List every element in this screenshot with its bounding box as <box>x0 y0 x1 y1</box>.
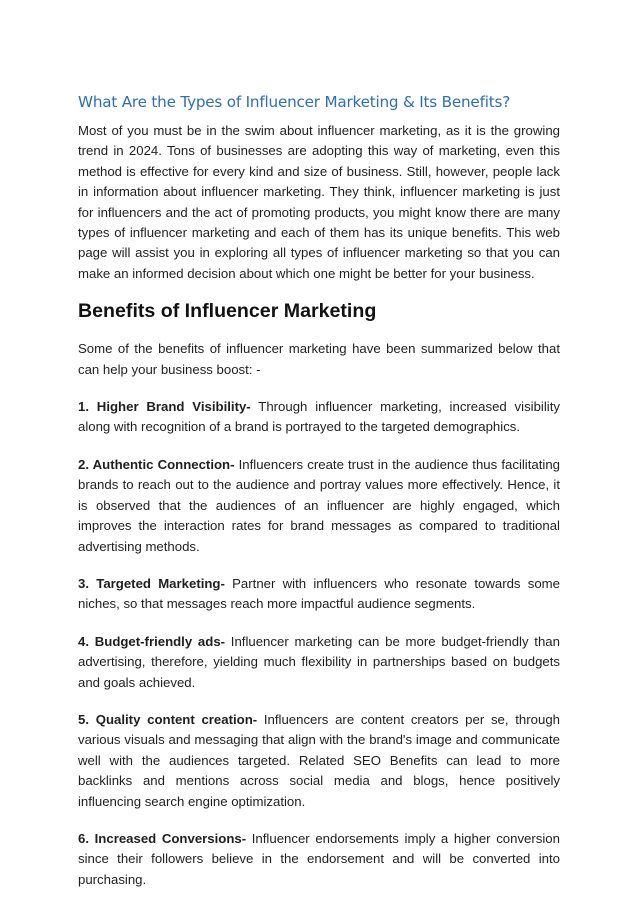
intro-paragraph: Most of you must be in the swim about influencer marketing, as it is the growing trend in 2024. Tons of businesses are adopting this way of marketing, even this method is effective for every kind and size of business. Still, however, people lack in information about influencer marketing. They think, influencer marketing is just for influencers and the act of promoting products, you might know there are many types of influencer marketing and each of them has its unique benefits. This web page will assist you in exploring all types of influencer marketing so that you can make an informed decision about which one might be better for your business. <box>78 123 560 281</box>
benefit-item-visibility <box>78 397 560 438</box>
benefit-item-budget <box>78 632 560 693</box>
document-page <box>78 91 560 907</box>
benefit-text: Partner with influencers who resonate towards some niches, so that messages reach more impactful audience segments. <box>78 575 561 612</box>
benefit-text: Influencers are content creators per se, through various visuals and messaging that align with the brand's image and communicate well with the audiences targeted. Related SEO Benefits can lead to more backlinks and mentions across social media and blogs, hence positively influencing search engine optimization. <box>78 711 560 809</box>
benefit-text: Influencer endorsements imply a higher conversion since their followers believe in the endorsement and will be converted into purchasing. <box>78 830 560 887</box>
benefits-intro-paragraph: Some of the benefits of influencer marketing have been summarized below that can help your business boost: - <box>78 341 560 377</box>
benefit-text: Influencers create trust in the audience thus facilitating brands to reach out to the audience and portray values more effectively. Hence, it is observed that the audiences of an influencer are highly engaged, which improves the interaction rates for brand messages as compared to traditional advertising methods. <box>78 456 560 554</box>
benefit-label: 3. Targeted Marketing- <box>78 575 225 591</box>
benefit-label: 6. Increased Conversions- <box>78 830 247 846</box>
document-title: What Are the Types of Influencer Marketing & Its Benefits? <box>78 93 511 111</box>
benefit-item-connection <box>78 455 560 557</box>
benefit-item-targeted <box>78 574 560 615</box>
benefit-label: 5. Quality content creation- <box>78 711 258 727</box>
benefit-label: 4. Budget-friendly ads- <box>78 633 226 649</box>
benefit-item-conversions <box>78 829 560 890</box>
benefit-text: Through influencer marketing, increased visibility along with recognition of a brand is portrayed to the targeted demographics. <box>78 399 560 435</box>
benefit-item-content <box>78 710 560 812</box>
benefit-label: 1. Higher Brand Visibility- <box>78 399 251 415</box>
benefit-label: 2. Authentic Connection- <box>78 456 235 472</box>
benefit-text: Influencer marketing can be more budget-friendly than advertising, therefore, yielding much flexibility in partnerships based on budgets and goals achieved. <box>78 633 560 690</box>
section-heading: Benefits of Influencer Marketing <box>78 300 377 323</box>
